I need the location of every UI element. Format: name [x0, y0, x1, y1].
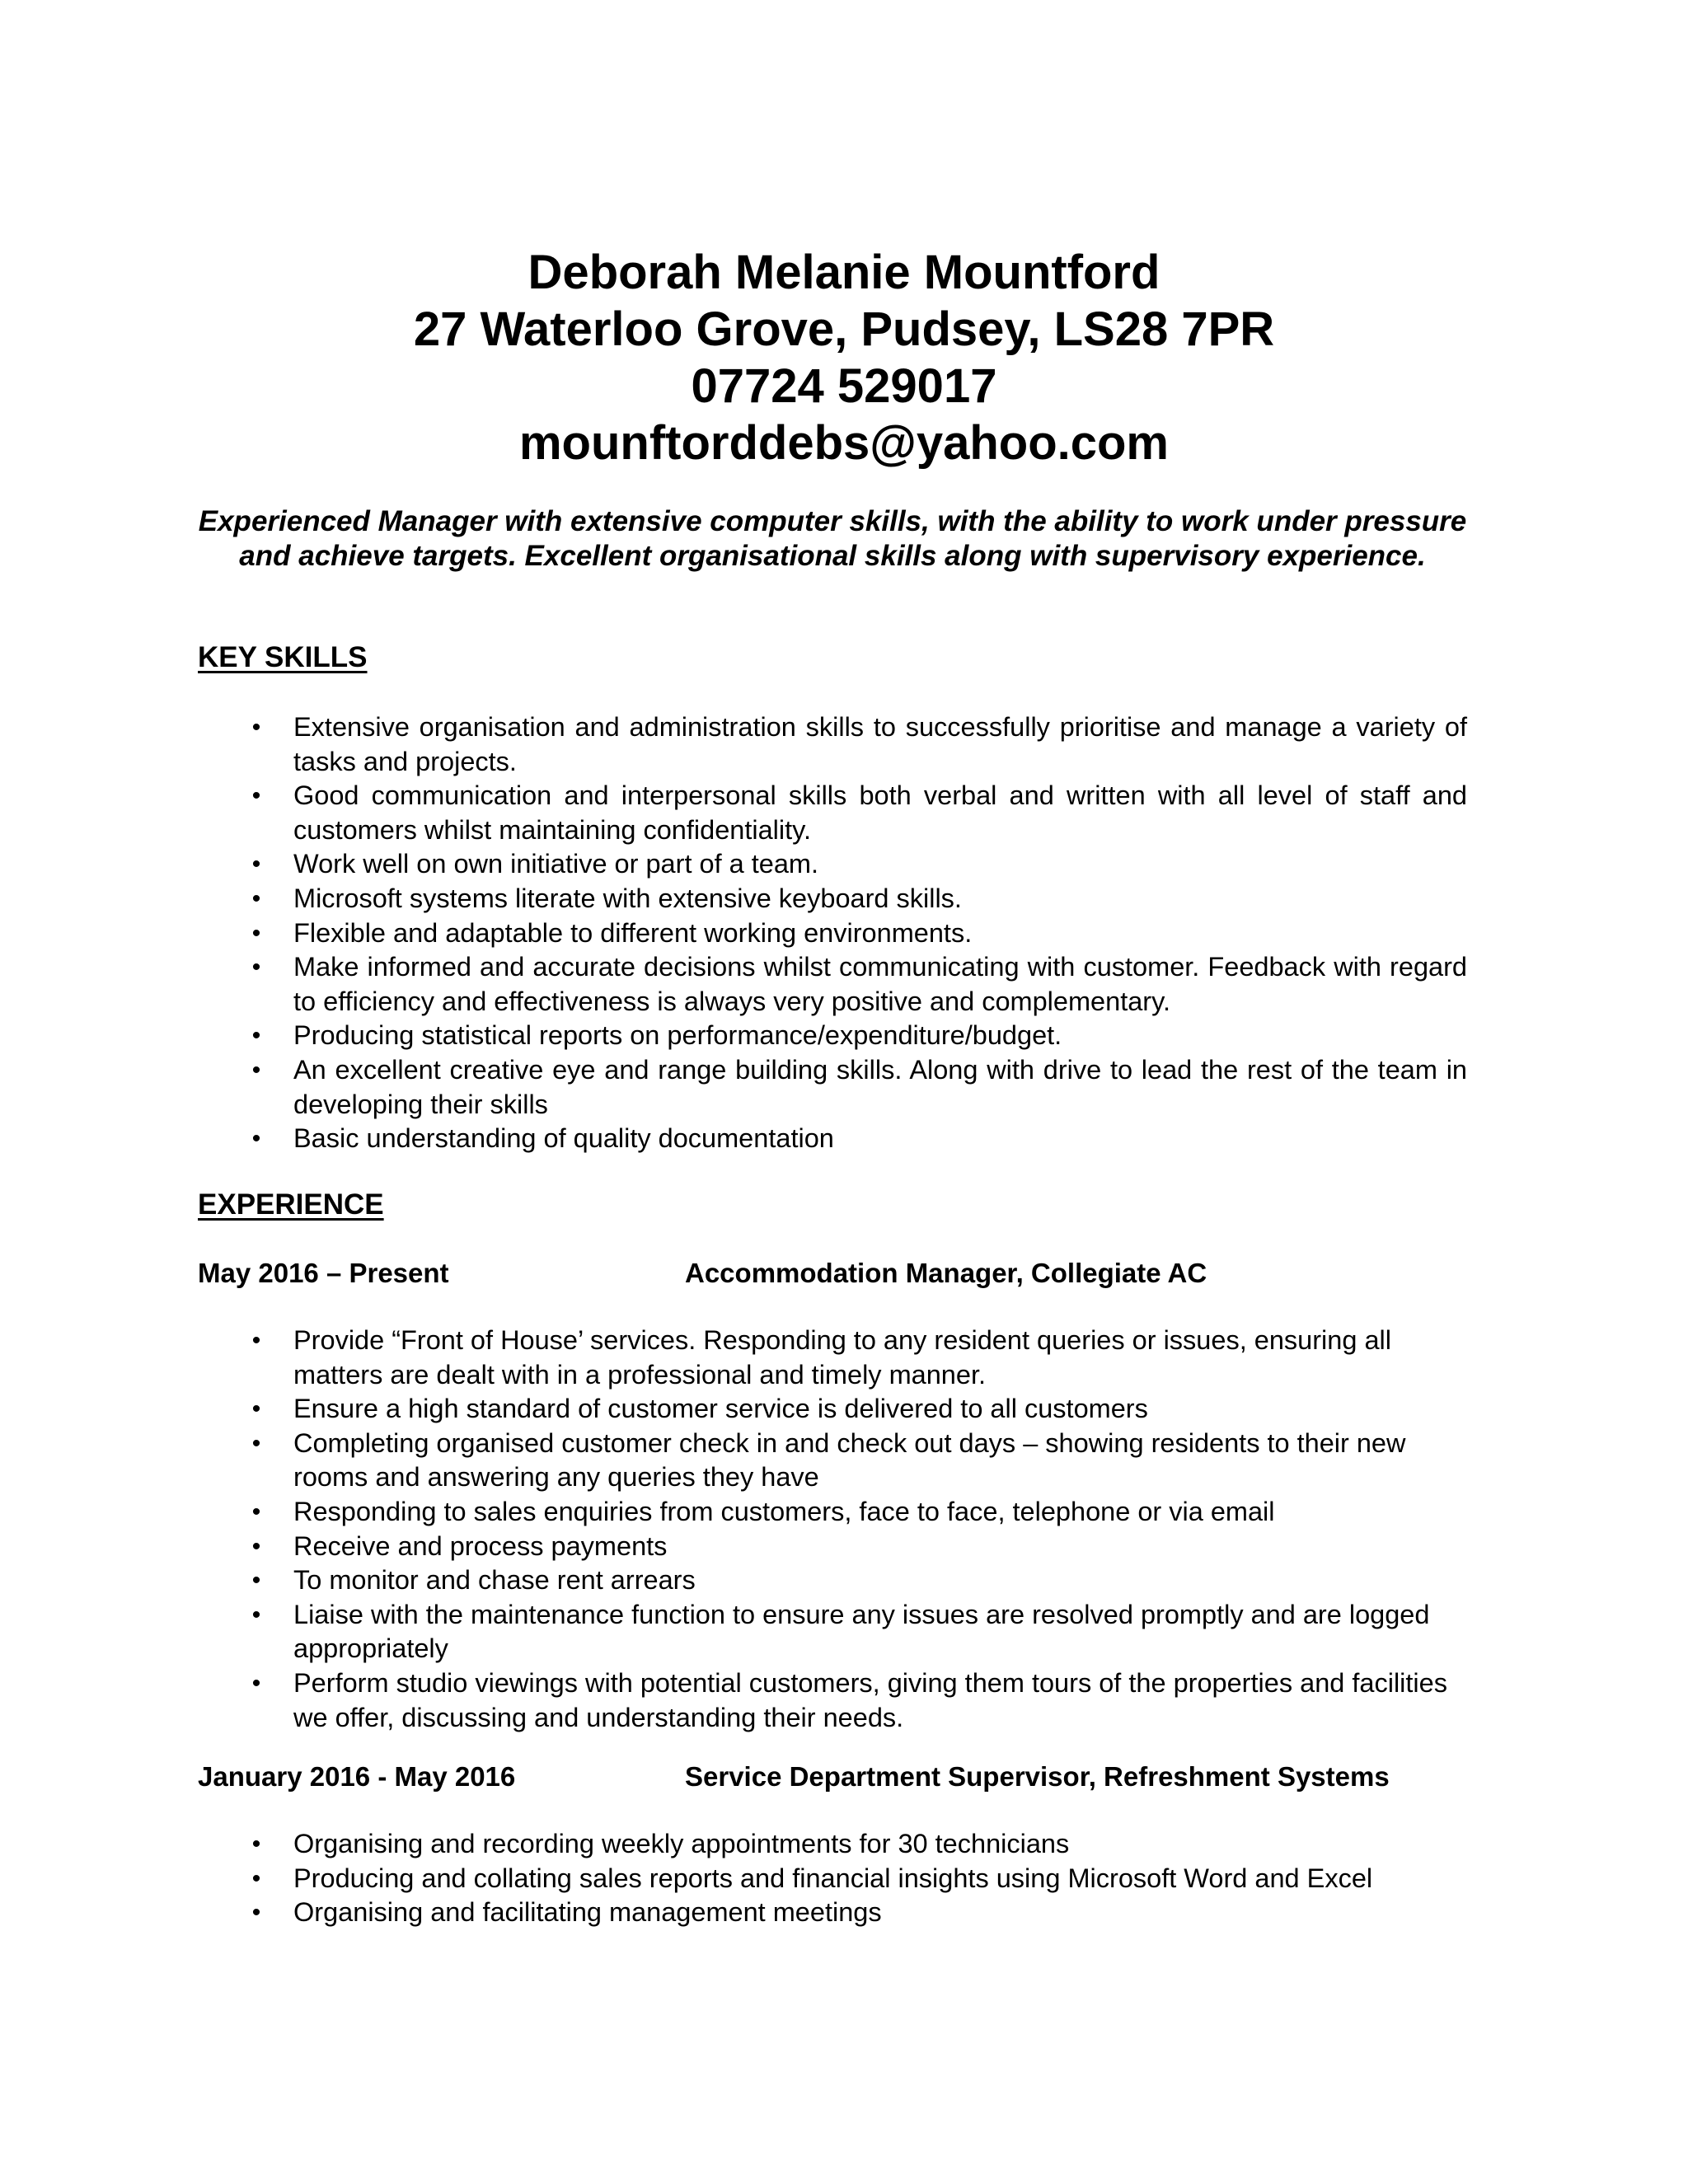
list-item [0, 882, 1467, 916]
list-item [0, 1666, 1467, 1735]
bullet-icon: • [251, 1497, 261, 1526]
duty-text: Liaise with the maintenance function to ensure any issues are resolved promptly and are logged appropriately [293, 1599, 1430, 1664]
list-item [0, 1019, 1467, 1053]
skill-text: Work well on own initiative or part of a team. [293, 849, 819, 879]
list-item [0, 779, 1467, 847]
phone-number: 07724 529017 [691, 359, 997, 413]
bullet-icon: • [251, 1567, 261, 1595]
job-role: Service Department Supervisor, Refreshment Systems [685, 1761, 1390, 1792]
list-item [0, 1862, 1467, 1896]
contact-header [0, 244, 1688, 471]
list-item [0, 1392, 1467, 1427]
list-item [0, 1598, 1467, 1666]
duty-text: Receive and process payments [293, 1530, 668, 1561]
job-dates: January 2016 - May 2016 [198, 1761, 516, 1792]
list-item [0, 950, 1467, 1019]
duty-text: Provide “Front of House’ services. Responding to any resident queries or issues, ensuring all matters are dealt with in a professional and timely manner. [293, 1325, 1391, 1390]
list-item [0, 1122, 1467, 1156]
candidate-name: Deborah Melanie Mountford [528, 246, 1160, 299]
bullet-icon: • [251, 1125, 261, 1153]
list-item [0, 1324, 1467, 1392]
bullet-icon: • [251, 954, 261, 982]
job-duties-list [0, 1827, 1688, 1930]
skill-text: Flexible and adaptable to different working environments. [293, 917, 973, 948]
duty-text: Perform studio viewings with potential customers, giving them tours of the properties and facilities we offer, discussing and understanding their needs. [293, 1667, 1447, 1732]
list-item [0, 916, 1467, 951]
duty-text: Organising and facilitating management meetings [293, 1897, 882, 1928]
skill-text: An excellent creative eye and range building skills. Along with drive to lead the rest of the team in developing their skills [293, 1054, 1467, 1119]
duty-text: Producing and collating sales reports and financial insights using Microsoft Word and Excel [293, 1863, 1373, 1893]
duty-text: To monitor and chase rent arrears [293, 1565, 696, 1596]
bullet-icon: • [251, 851, 261, 879]
profile-summary: Experienced Manager with extensive computer skills, with the ability to work under pressure and achieve targets. Excellent organisational skills along with supervisory experience. [198, 505, 1467, 572]
bullet-icon: • [251, 714, 261, 741]
list-item [0, 1530, 1467, 1564]
list-item [0, 1495, 1467, 1530]
key-skills-list [0, 710, 1688, 1156]
skill-text: Make informed and accurate decisions whilst communicating with customer. Feedback with regard to efficiency and effectiveness is always very positive and complementary. [293, 952, 1467, 1016]
job-row [198, 1256, 1517, 1291]
bullet-icon: • [251, 1899, 261, 1927]
skill-text: Basic understanding of quality documentation [293, 1123, 834, 1154]
bullet-icon: • [251, 884, 261, 912]
list-item [0, 1053, 1467, 1122]
experience-heading: EXPERIENCE [198, 1188, 384, 1221]
list-item [0, 847, 1467, 882]
job-dates: May 2016 – Present [198, 1258, 449, 1288]
bullet-icon: • [251, 1532, 261, 1560]
job-row [198, 1760, 1517, 1794]
duty-text: Ensure a high standard of customer service is delivered to all customers [293, 1394, 1148, 1424]
skill-text: Good communication and interpersonal skills both verbal and written with all level of staff and customers whilst maintaining confidentiality. [293, 780, 1467, 845]
job-duties-list [0, 1324, 1688, 1735]
duty-text: Responding to sales enquiries from customers, face to face, telephone or via email [293, 1496, 1275, 1526]
bullet-icon: • [251, 1022, 261, 1050]
bullet-icon: • [251, 1429, 261, 1457]
email-address: mounftorddebs@yahoo.com [518, 416, 1169, 470]
list-item [0, 710, 1467, 779]
postal-address: 27 Waterloo Grove, Pudsey, LS28 7PR [413, 302, 1275, 356]
list-item [0, 1427, 1467, 1495]
skill-text: Extensive organisation and administration skills to successfully prioritise and manage a variety of tasks and projects. [293, 712, 1467, 776]
bullet-icon: • [251, 919, 261, 947]
skill-text: Producing statistical reports on performance/expenditure/budget. [293, 1020, 1062, 1051]
bullet-icon: • [251, 1056, 261, 1084]
bullet-icon: • [251, 1669, 261, 1697]
bullet-icon: • [251, 1864, 261, 1892]
bullet-icon: • [251, 782, 261, 810]
list-item [0, 1896, 1467, 1930]
job-role: Accommodation Manager, Collegiate AC [685, 1258, 1207, 1288]
duty-text: Organising and recording weekly appointments for 30 technicians [293, 1829, 1070, 1858]
skill-text: Microsoft systems literate with extensive keyboard skills. [293, 883, 962, 913]
bullet-icon: • [251, 1601, 261, 1629]
bullet-icon: • [251, 1395, 261, 1423]
list-item [0, 1827, 1467, 1862]
duty-text: Completing organised customer check in and check out days – showing residents to their new rooms and answering any queries they have [293, 1427, 1406, 1493]
key-skills-heading: KEY SKILLS [198, 641, 368, 673]
list-item [0, 1563, 1467, 1598]
bullet-icon: • [251, 1327, 261, 1354]
bullet-icon: • [251, 1830, 261, 1858]
